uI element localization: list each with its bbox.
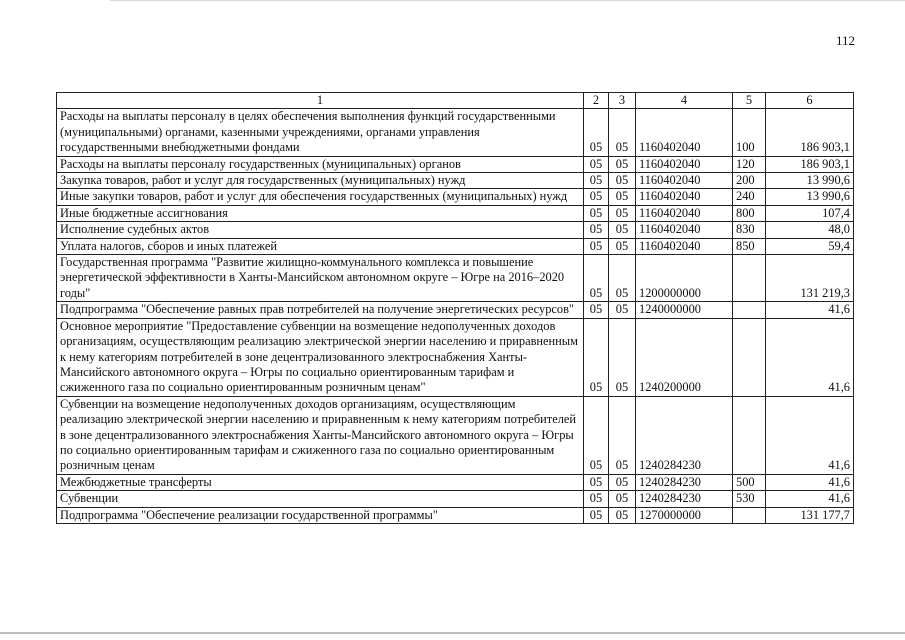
header-col-3: 3 xyxy=(609,93,636,109)
row-subsection: 05 xyxy=(609,156,636,172)
row-amount: 59,4 xyxy=(766,238,854,254)
row-subsection: 05 xyxy=(609,189,636,205)
row-section: 05 xyxy=(584,205,609,221)
row-subsection: 05 xyxy=(609,109,636,156)
table-row xyxy=(57,491,854,507)
row-section: 05 xyxy=(584,222,609,238)
row-name: Подпрограмма "Обеспечение реализации государственной программы" xyxy=(57,507,584,523)
scan-edge-top xyxy=(110,0,905,1)
row-expense-type: 530 xyxy=(733,491,766,507)
row-section: 05 xyxy=(584,109,609,156)
row-target-code: 1240284230 xyxy=(636,396,733,474)
table-row xyxy=(57,507,854,523)
row-target-code: 1200000000 xyxy=(636,255,733,302)
row-amount: 41,6 xyxy=(766,474,854,490)
row-amount: 107,4 xyxy=(766,205,854,221)
table-row xyxy=(57,173,854,189)
row-target-code: 1160402040 xyxy=(636,173,733,189)
row-expense-type xyxy=(733,396,766,474)
row-section: 05 xyxy=(584,318,609,396)
row-expense-type: 120 xyxy=(733,156,766,172)
row-subsection: 05 xyxy=(609,302,636,318)
table-row xyxy=(57,318,854,396)
table-row xyxy=(57,474,854,490)
row-subsection: 05 xyxy=(609,173,636,189)
table-header-row xyxy=(57,93,854,109)
table-row xyxy=(57,189,854,205)
row-name: Субвенции xyxy=(57,491,584,507)
table-row xyxy=(57,222,854,238)
row-target-code: 1240284230 xyxy=(636,491,733,507)
header-col-1: 1 xyxy=(57,93,584,109)
header-col-4: 4 xyxy=(636,93,733,109)
row-amount: 41,6 xyxy=(766,318,854,396)
budget-table xyxy=(56,92,854,524)
page-number: 112 xyxy=(836,33,856,48)
row-subsection: 05 xyxy=(609,222,636,238)
row-section: 05 xyxy=(584,173,609,189)
header-col-5: 5 xyxy=(733,93,766,109)
row-subsection: 05 xyxy=(609,238,636,254)
row-target-code: 1270000000 xyxy=(636,507,733,523)
scan-edge-bottom xyxy=(0,632,905,634)
row-amount: 48,0 xyxy=(766,222,854,238)
row-expense-type xyxy=(733,318,766,396)
row-target-code: 1160402040 xyxy=(636,156,733,172)
header-col-6: 6 xyxy=(766,93,854,109)
row-name: Основное мероприятие "Предоставление субвенции на возмещение недополученных доходов организациям, осуществляющим реализацию электрической энергии населению и приравненным к нему категориям потребителей в зоне децентрализованного электроснабжения Ханты-Мансийского автономного округа – Югры по социально ориентированным тарифам и сжиженного газа по социально ориентированным розничным ценам" xyxy=(57,318,584,396)
row-target-code: 1240000000 xyxy=(636,302,733,318)
row-section: 05 xyxy=(584,507,609,523)
row-expense-type xyxy=(733,507,766,523)
row-amount: 186 903,1 xyxy=(766,109,854,156)
row-section: 05 xyxy=(584,396,609,474)
row-name: Исполнение судебных актов xyxy=(57,222,584,238)
row-name: Иные закупки товаров, работ и услуг для обеспечения государственных (муниципальных) нужд xyxy=(57,189,584,205)
table-row xyxy=(57,396,854,474)
row-expense-type: 500 xyxy=(733,474,766,490)
row-section: 05 xyxy=(584,189,609,205)
row-name: Расходы на выплаты персоналу в целях обеспечения выполнения функций государственными (муниципальными) органами, казенными учреждениями, органами управления государственными внебюджетными фондами xyxy=(57,109,584,156)
table-row xyxy=(57,205,854,221)
table-row xyxy=(57,255,854,302)
row-target-code: 1160402040 xyxy=(636,222,733,238)
row-name: Уплата налогов, сборов и иных платежей xyxy=(57,238,584,254)
row-amount: 131 219,3 xyxy=(766,255,854,302)
table-row xyxy=(57,109,854,156)
row-name: Подпрограмма "Обеспечение равных прав потребителей на получение энергетических ресурсов" xyxy=(57,302,584,318)
row-amount: 186 903,1 xyxy=(766,156,854,172)
row-amount: 41,6 xyxy=(766,396,854,474)
row-section: 05 xyxy=(584,156,609,172)
row-subsection: 05 xyxy=(609,507,636,523)
header-col-2: 2 xyxy=(584,93,609,109)
row-target-code: 1160402040 xyxy=(636,238,733,254)
row-subsection: 05 xyxy=(609,396,636,474)
row-amount: 41,6 xyxy=(766,491,854,507)
row-section: 05 xyxy=(584,255,609,302)
row-amount: 41,6 xyxy=(766,302,854,318)
row-expense-type: 830 xyxy=(733,222,766,238)
row-name: Расходы на выплаты персоналу государственных (муниципальных) органов xyxy=(57,156,584,172)
row-name: Межбюджетные трансферты xyxy=(57,474,584,490)
row-subsection: 05 xyxy=(609,255,636,302)
row-target-code: 1160402040 xyxy=(636,205,733,221)
row-subsection: 05 xyxy=(609,474,636,490)
row-expense-type xyxy=(733,302,766,318)
row-target-code: 1240200000 xyxy=(636,318,733,396)
row-subsection: 05 xyxy=(609,318,636,396)
row-expense-type xyxy=(733,255,766,302)
row-target-code: 1160402040 xyxy=(636,109,733,156)
table-row xyxy=(57,156,854,172)
row-amount: 131 177,7 xyxy=(766,507,854,523)
row-expense-type: 200 xyxy=(733,173,766,189)
row-expense-type: 240 xyxy=(733,189,766,205)
table-row xyxy=(57,238,854,254)
row-expense-type: 850 xyxy=(733,238,766,254)
row-target-code: 1160402040 xyxy=(636,189,733,205)
row-name: Субвенции на возмещение недополученных доходов организациям, осуществляющим реализацию электрической энергии населению и приравненным к нему категориям потребителей в зоне децентрализованного электроснабжения Ханты-Мансийского автономного округа – Югры по социально ориентированным тарифам и сжиженного газа по социально ориентированным розничным ценам xyxy=(57,396,584,474)
row-name: Закупка товаров, работ и услуг для государственных (муниципальных) нужд xyxy=(57,173,584,189)
row-subsection: 05 xyxy=(609,205,636,221)
row-name: Государственная программа "Развитие жилищно-коммунального комплекса и повышение энергетической эффективности в Ханты-Мансийском автономном округе – Югре на 2016–2020 годы" xyxy=(57,255,584,302)
row-section: 05 xyxy=(584,238,609,254)
row-section: 05 xyxy=(584,302,609,318)
row-amount: 13 990,6 xyxy=(766,189,854,205)
row-subsection: 05 xyxy=(609,491,636,507)
row-expense-type: 800 xyxy=(733,205,766,221)
row-expense-type: 100 xyxy=(733,109,766,156)
row-target-code: 1240284230 xyxy=(636,474,733,490)
row-name: Иные бюджетные ассигнования xyxy=(57,205,584,221)
row-section: 05 xyxy=(584,474,609,490)
table-row xyxy=(57,302,854,318)
row-section: 05 xyxy=(584,491,609,507)
row-amount: 13 990,6 xyxy=(766,173,854,189)
